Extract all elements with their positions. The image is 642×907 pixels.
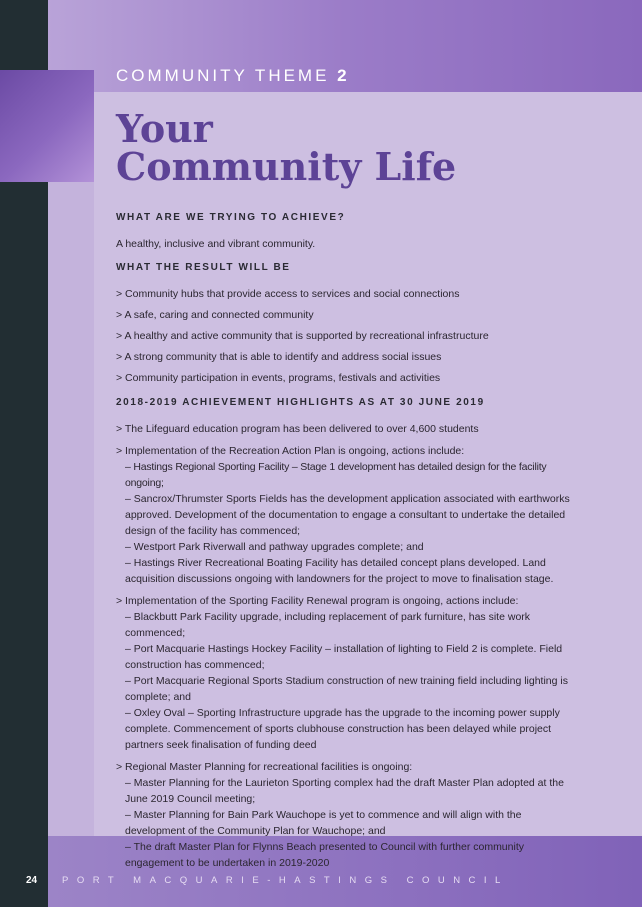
highlight-text: > Implementation of the Sporting Facility Renewal program is ongoing, actions include: — [116, 595, 519, 607]
result-heading: WHAT THE RESULT WILL BE — [116, 262, 291, 273]
result-item: > Community participation in events, programs, festivals and activities — [116, 372, 441, 384]
theme-prefix: COMMUNITY THEME — [116, 66, 330, 85]
highlight-subitem: – Blackbutt Park Facility upgrade, including replacement of park furniture, has site work commenced; — [125, 611, 531, 639]
left-light-strip — [48, 182, 94, 836]
highlight-subitem: – Hastings River Recreational Boating Facility has detailed concept plans developed. Land acquisition discussions ongoing with landowners for the project to move to finalisation stage. — [125, 557, 554, 585]
highlight-subitem: – Westport Park Riverwall and pathway upgrades complete; and — [125, 541, 424, 553]
footer-organisation: PORT MACQUARIE-HASTINGS COUNCIL — [62, 875, 509, 886]
theme-label — [116, 66, 350, 86]
title-line-2: Community Life — [116, 144, 457, 189]
highlights-list — [116, 421, 578, 871]
highlight-sublist — [125, 459, 578, 587]
highlight-subitem: – Master Planning for the Laurieton Sporting complex had the draft Master Plan adopted at the June 2019 Council meeting; — [125, 777, 564, 805]
results-list — [116, 286, 578, 386]
achieve-heading: WHAT ARE WE TRYING TO ACHIEVE? — [116, 212, 346, 223]
highlight-subitem: – The draft Master Plan for Flynns Beach presented to Council with further community engagement to be undertaken in 2019-2020 — [125, 841, 524, 869]
result-item: > A safe, caring and connected community — [116, 309, 314, 321]
result-item: > A healthy and active community that is supported by recreational infrastructure — [116, 330, 489, 342]
result-item: > Community hubs that provide access to services and social connections — [116, 288, 460, 300]
highlight-subitem: – Master Planning for Bain Park Wauchope is yet to commence and will align with the development of the Community Plan for Wauchope; and — [125, 809, 522, 837]
title-line-1: Your — [116, 106, 213, 151]
highlight-subitem: – Hastings Regional Sporting Facility – Stage 1 development has detailed design for the facility ongoing; — [125, 461, 547, 489]
highlight-subitem: – Port Macquarie Regional Sports Stadium construction of new training field including lighting is complete; and — [125, 675, 568, 703]
highlight-item — [116, 421, 578, 437]
highlight-item — [116, 593, 578, 753]
highlight-subitem: – Port Macquarie Hastings Hockey Facility – installation of lighting to Field 2 is complete. Field construction has commenced; — [125, 643, 563, 671]
highlight-item — [116, 759, 578, 871]
highlight-subitem: – Oxley Oval – Sporting Infrastructure upgrade has the upgrade to the incoming power supply complete. Commencement of sports clubhouse construction has been delayed while project partners seek finalisation of funding deed — [125, 707, 560, 751]
page-number: 24 — [26, 875, 38, 886]
theme-tab-accent — [0, 70, 94, 182]
highlights-heading: 2018-2019 ACHIEVEMENT HIGHLIGHTS AS AT 30 JUNE 2019 — [116, 397, 485, 408]
highlight-subitem: – Sancrox/Thrumster Sports Fields has the development application associated with earthworks approved. Development of the documentation to engage a consultant to undertake the detailed design of the facility has commenced; — [125, 493, 570, 537]
main-content — [116, 210, 578, 877]
highlight-text: > The Lifeguard education program has been delivered to over 4,600 students — [116, 423, 479, 435]
page-title — [116, 106, 457, 189]
highlight-text: > Implementation of the Recreation Action Plan is ongoing, actions include: — [116, 445, 465, 457]
highlight-item — [116, 443, 578, 587]
theme-number: 2 — [337, 66, 350, 85]
result-item: > A strong community that is able to identify and address social issues — [116, 351, 442, 363]
highlight-sublist — [125, 609, 578, 753]
highlight-text: > Regional Master Planning for recreational facilities is ongoing: — [116, 761, 413, 773]
highlight-sublist — [125, 775, 578, 871]
achieve-text: A healthy, inclusive and vibrant community. — [116, 238, 316, 250]
